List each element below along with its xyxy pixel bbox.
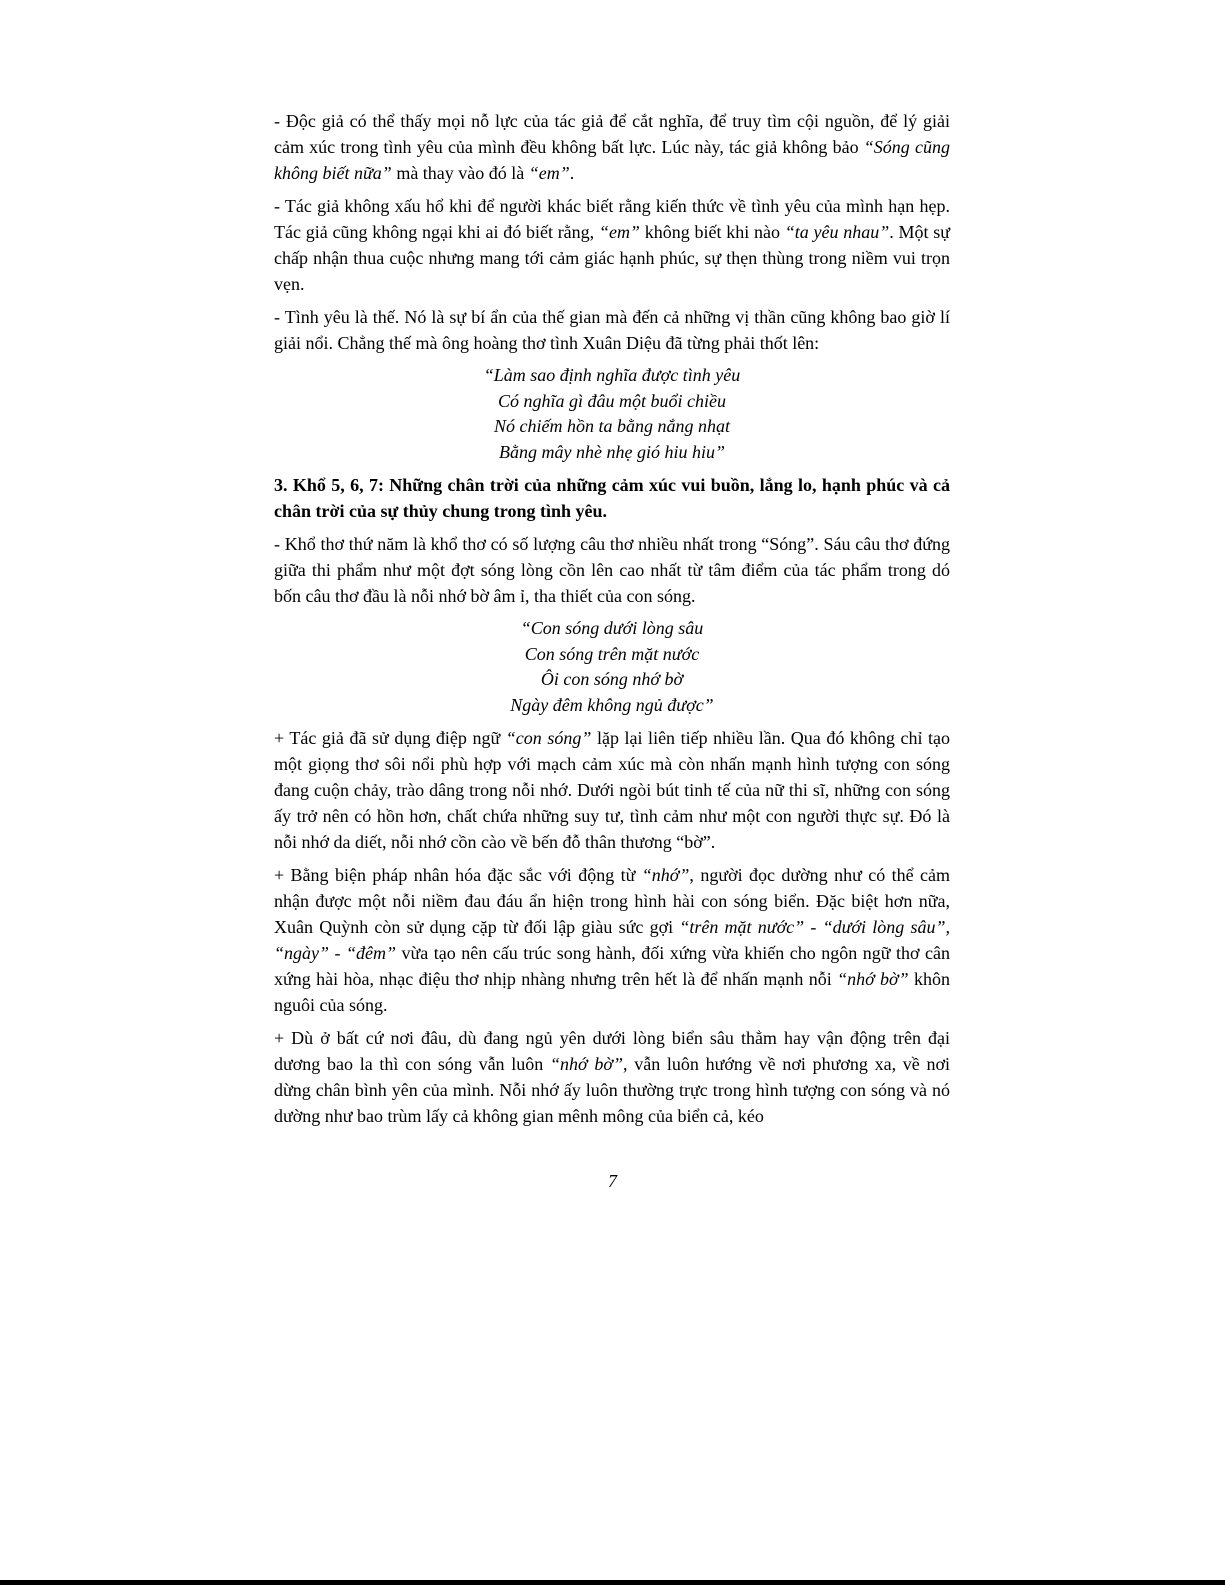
paragraph-2: - Tác giả không xấu hổ khi để người khác biết rằng kiến thức về tình yêu của mình hạn hẹp. Tác giả cũng không ngại khi ai đó biết rằng, “em” không biết khi nào “ta yêu nhau”. Một sự chấp nhận thua cuộc nhưng mang tới cảm giác hạnh phúc, sự thẹn thùng trong niềm vui trọn vẹn. [274, 196, 950, 294]
poem-line: Có nghĩa gì đâu một buổi chiều [498, 390, 726, 411]
paragraph-3: - Tình yêu là thế. Nó là sự bí ẩn của thế gian mà đến cả những vị thần cũng không bao giờ lí giải nổi. Chẳng thế mà ông hoàng thơ tình Xuân Diệu đã từng phải thốt lên: [274, 307, 950, 353]
poem-line: “Con sóng dưới lòng sâu [520, 618, 704, 638]
paragraph-1: - Độc giả có thể thấy mọi nỗ lực của tác giả để cắt nghĩa, để truy tìm cội nguồn, để lý giải cảm xúc trong tình yêu của mình đều không bất lực. Lúc này, tác giả không bảo “Sóng cũng không biết nữa” mà thay vào đó là “em”. [274, 111, 950, 183]
paragraph-6: + Bằng biện pháp nhân hóa đặc sắc với động từ “nhớ”, người đọc dường như có thể cảm nhận được một nỗi niềm đau đáu ẩn hiện trong hình hài con sóng biển. Đặc biệt hơn nữa, Xuân Quỳnh còn sử dụng cặp từ đối lập giàu sức gợi “trên mặt nước” - “dưới lòng sâu”, “ngày” - “đêm” vừa tạo nên cấu trúc song hành, đối xứng vừa khiến cho ngôn ngữ thơ cân xứng hài hòa, nhạc điệu thơ nhịp nhàng nhưng trên hết là để nhấn mạnh nỗi “nhớ bờ” khôn nguôi của sóng. [274, 865, 951, 1015]
page-number: 7 [608, 1171, 617, 1191]
section-heading: 3. Khổ 5, 6, 7: Những chân trời của những cảm xúc vui buồn, lắng lo, hạnh phúc và cả chân trời của sự thủy chung trong tình yêu. [274, 475, 950, 521]
poem-line: Bằng mây nhè nhẹ gió hiu hiu” [499, 441, 725, 462]
paragraph-4: - Khổ thơ thứ năm là khổ thơ có số lượng câu thơ nhiều nhất trong “Sóng”. Sáu câu thơ đứng giữa thi phẩm như một đợt sóng lòng cồn lên cao nhất từ tâm điểm của tác phẩm trong dó bốn câu thơ đầu là nỗi nhớ bờ âm ỉ, tha thiết của con sóng. [274, 534, 950, 606]
poem-line: Ngày đêm không ngủ được” [510, 694, 714, 715]
paragraph-5: + Tác giả đã sử dụng điệp ngữ “con sóng” lặp lại liên tiếp nhiều lần. Qua đó không chỉ tạo một giọng thơ sôi nổi phù hợp với mạch cảm xúc mà còn nhấn mạnh hình tượng con sóng đang cuộn chảy, trào dâng trong nỗi nhớ. Dưới ngòi bút tinh tế của nữ thi sĩ, những con sóng ấy trở nên có hồn hơn, chất chứa những suy tư, tình cảm như một con người thực sự. Đó là nỗi nhớ da diết, nỗi nhớ cồn cào về bến đỗ thân thương “bờ”. [274, 728, 950, 852]
poem-line: “Làm sao định nghĩa được tình yêu [483, 365, 741, 385]
bottom-border [0, 1580, 1225, 1585]
poem-line: Ôi con sóng nhớ bờ [540, 669, 684, 689]
poem-line: Nó chiếm hồn ta bằng nắng nhạt [494, 416, 730, 436]
paragraph-7: + Dù ở bất cứ nơi đâu, dù đang ngủ yên dưới lòng biển sâu thẳm hay vận động trên đại dương bao la thì con sóng vẫn luôn “nhớ bờ”, vẫn luôn hướng về nơi phương xa, về nơi dừng chân bình yên của mình. Nỗi nhớ ấy luôn thường trực trong hình tượng con sóng và nó dường như bao trùm lấy cả không gian mênh mông của biển cả, kéo [274, 1028, 951, 1126]
document-body [274, 108, 950, 1136]
poem-line: Con sóng trên mặt nước [524, 643, 700, 664]
poem-xuan-dieu [274, 363, 950, 465]
poem-song [274, 616, 950, 718]
